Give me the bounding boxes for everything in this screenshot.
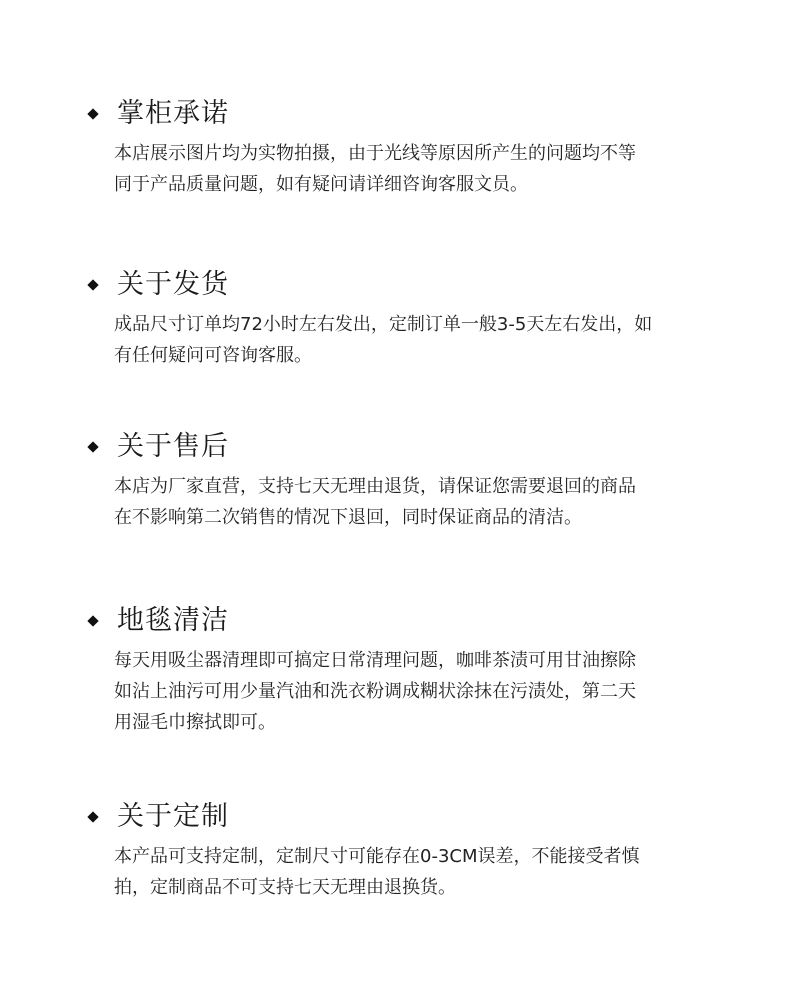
section-body: 本店为厂家直营，支持七天无理由退货，请保证您需要退回的商品 在不影响第二次销售的情况下退回，同时保证商品的清洁。 — [114, 476, 636, 528]
section-body: 每天用吸尘器清理即可搞定日常清理问题，咖啡茶渍可用甘油擦除 如沾上油污可用少量汽油和洗衣粉调成糊状涂抹在污渍处，第二天 用湿毛巾擦拭即可。 — [114, 650, 636, 733]
diamond-bullet-icon — [87, 811, 98, 822]
section-title: 掌柜承诺 — [117, 98, 229, 129]
section-body: 本店展示图片均为实物拍摄，由于光线等原因所产生的问题均不等 同于产品质量问题，如有疑问请详细咨询客服文员。 — [114, 143, 636, 195]
section-title: 关于定制 — [117, 801, 229, 832]
section-body: 成品尺寸订单均72小时左右发出，定制订单一般3-5天左右发出，如 有任何疑问可咨询客服。 — [114, 314, 653, 366]
section-heading — [87, 431, 229, 463]
section-title: 关于售后 — [117, 431, 229, 462]
diamond-bullet-icon — [87, 441, 98, 452]
diamond-bullet-icon — [87, 615, 98, 626]
section-title: 关于发货 — [117, 269, 229, 300]
section-heading — [87, 98, 229, 130]
section-title: 地毯清洁 — [117, 605, 229, 636]
section-body: 本产品可支持定制，定制尺寸可能存在0-3CM误差，不能接受者慎 拍，定制商品不可支持七天无理由退换货。 — [114, 846, 640, 898]
section-heading — [87, 269, 229, 301]
diamond-bullet-icon — [87, 279, 98, 290]
section-heading — [87, 801, 229, 833]
diamond-bullet-icon — [87, 108, 98, 119]
section-heading — [87, 605, 229, 637]
